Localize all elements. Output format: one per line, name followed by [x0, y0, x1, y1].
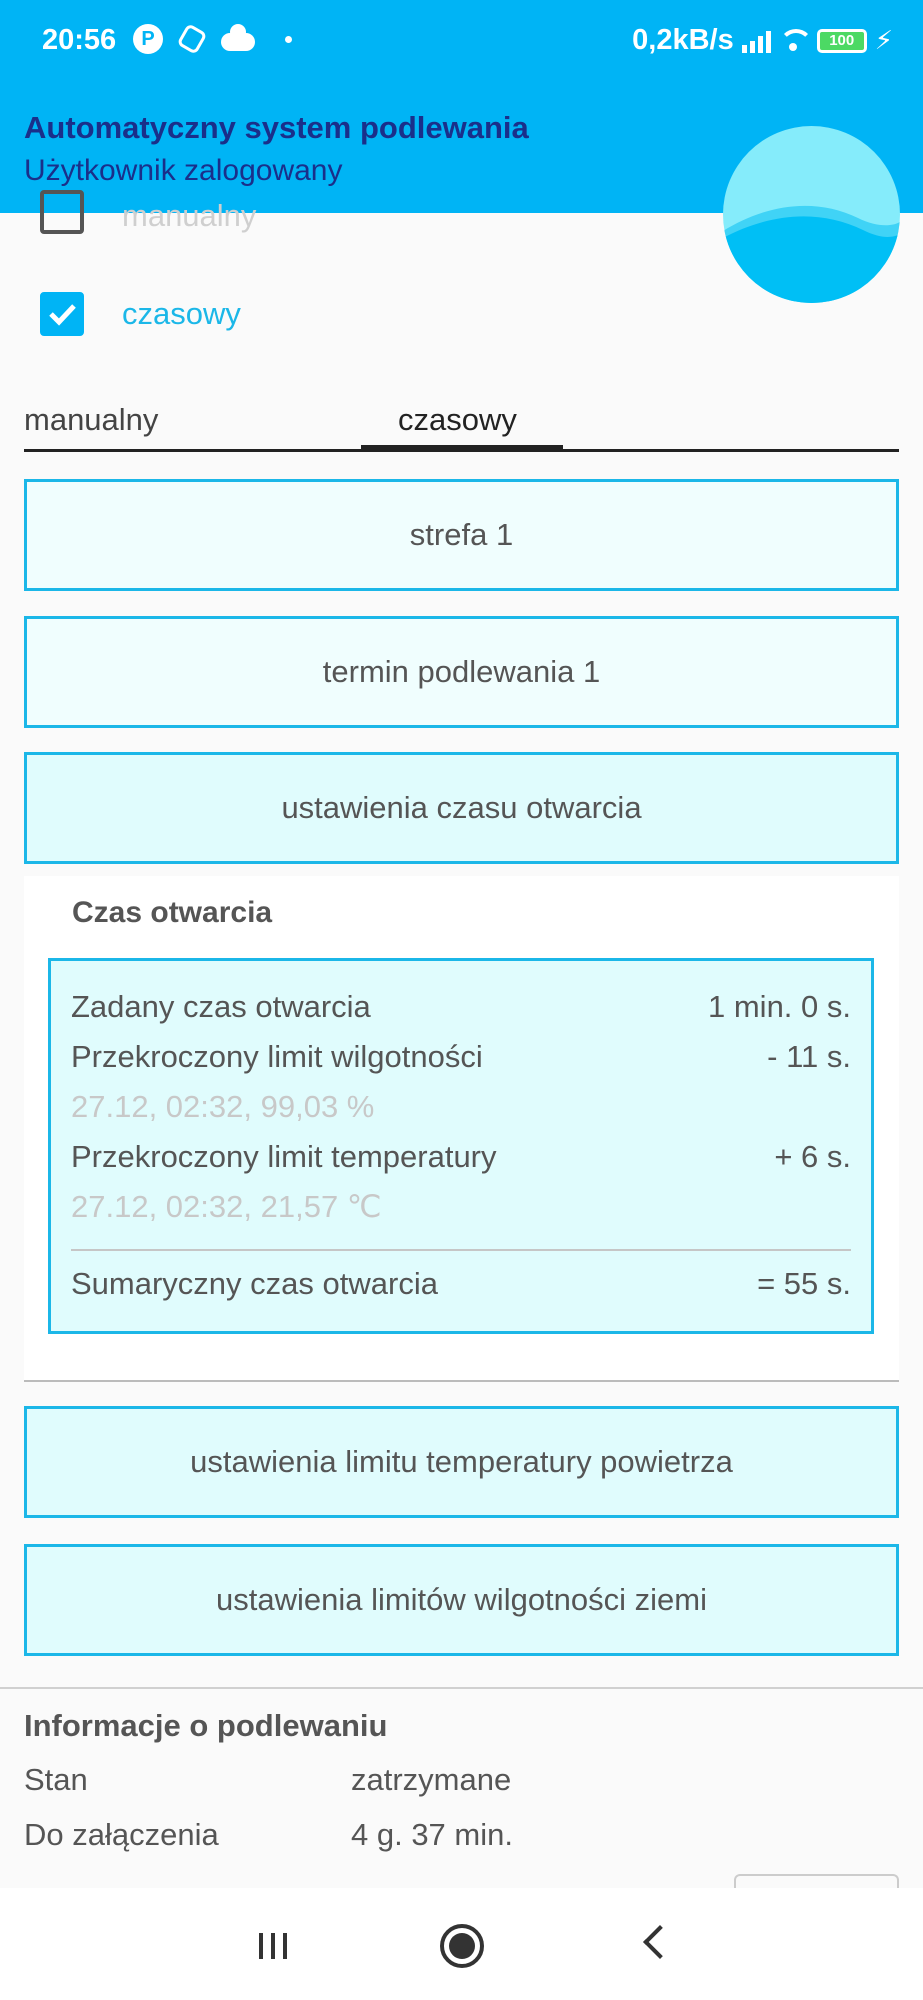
- signal-icon: [742, 29, 771, 53]
- p-app-icon: P: [133, 24, 163, 54]
- network-speed: 0,2kB/s: [632, 24, 734, 56]
- until-value: 4 g. 37 min.: [351, 1817, 513, 1852]
- state-value: zatrzymane: [351, 1762, 512, 1797]
- humidity-limit-label: Przekroczony limit wilgotności: [71, 1039, 483, 1074]
- term-label: termin podlewania 1: [322, 654, 601, 689]
- manual-checkbox-label: manualny: [122, 198, 257, 233]
- open-time-settings-button[interactable]: [24, 752, 899, 864]
- until-label: Do załączenia: [24, 1817, 219, 1852]
- soil-limit-settings-label: ustawienia limitów wilgotności ziemi: [215, 1582, 707, 1617]
- water-logo-icon: [723, 126, 900, 303]
- recent-apps-icon[interactable]: [259, 1933, 287, 1959]
- manual-checkbox[interactable]: [40, 190, 84, 234]
- wifi-icon: [779, 29, 809, 53]
- battery-level: 100: [829, 32, 855, 49]
- mode-manual-option[interactable]: [40, 198, 256, 234]
- mode-tabs: [24, 392, 899, 452]
- status-time: 20:56: [42, 24, 117, 56]
- set-time-row: [71, 989, 851, 1025]
- active-tab-indicator: [361, 445, 563, 452]
- battery-icon: [817, 29, 867, 53]
- temp-limit-row: [71, 1139, 851, 1175]
- temp-limit-settings-label: ustawienia limitu temperatury powietrza: [190, 1444, 733, 1479]
- page-title: Automatyczny system podlewania: [24, 110, 529, 145]
- zone-label: strefa 1: [409, 517, 514, 552]
- temp-limit-value: + 6 s.: [774, 1139, 851, 1174]
- status-bar: [0, 0, 923, 82]
- zone-selector[interactable]: [24, 479, 899, 591]
- divider: [71, 1249, 851, 1251]
- temp-limit-label: Przekroczony limit temperatury: [71, 1139, 497, 1174]
- set-time-label: Zadany czas otwarcia: [71, 989, 371, 1024]
- total-time-label: Sumaryczny czas otwarcia: [71, 1266, 438, 1301]
- open-time-calculation: [48, 958, 874, 1334]
- open-time-settings-label: ustawienia czasu otwarcia: [281, 790, 642, 825]
- home-icon[interactable]: [440, 1924, 484, 1968]
- timed-checkbox[interactable]: [40, 292, 84, 336]
- mode-timed-option[interactable]: [40, 292, 241, 336]
- cloud-icon: [221, 33, 255, 51]
- temp-limit-settings-button[interactable]: [24, 1406, 899, 1518]
- open-time-panel: [24, 876, 899, 1382]
- total-time-row: [71, 1266, 851, 1302]
- login-status: Użytkownik zalogowany: [24, 154, 343, 187]
- set-time-value: 1 min. 0 s.: [708, 989, 851, 1024]
- info-title: Informacje o podlewaniu: [24, 1708, 388, 1743]
- charging-icon: ⚡: [874, 25, 893, 55]
- divider: [0, 1687, 923, 1689]
- tab-manual[interactable]: manualny: [24, 402, 159, 437]
- humidity-limit-detail: 27.12, 02:32, 99,03 %: [71, 1089, 375, 1124]
- total-time-value: = 55 s.: [757, 1266, 851, 1301]
- soil-limit-settings-button[interactable]: [24, 1544, 899, 1656]
- humidity-limit-value: - 11 s.: [767, 1039, 851, 1074]
- temp-limit-detail: 27.12, 02:32, 21,57 ℃: [71, 1189, 382, 1224]
- timed-checkbox-label: czasowy: [122, 296, 241, 331]
- humidity-limit-row: [71, 1039, 851, 1075]
- watering-term-selector[interactable]: [24, 616, 899, 728]
- open-time-title: Czas otwarcia: [72, 896, 273, 929]
- hexagon-icon: [176, 23, 207, 55]
- tab-timed[interactable]: czasowy: [398, 402, 517, 437]
- check-icon: [45, 297, 79, 331]
- dot-icon: [285, 36, 292, 43]
- state-label: Stan: [24, 1762, 88, 1797]
